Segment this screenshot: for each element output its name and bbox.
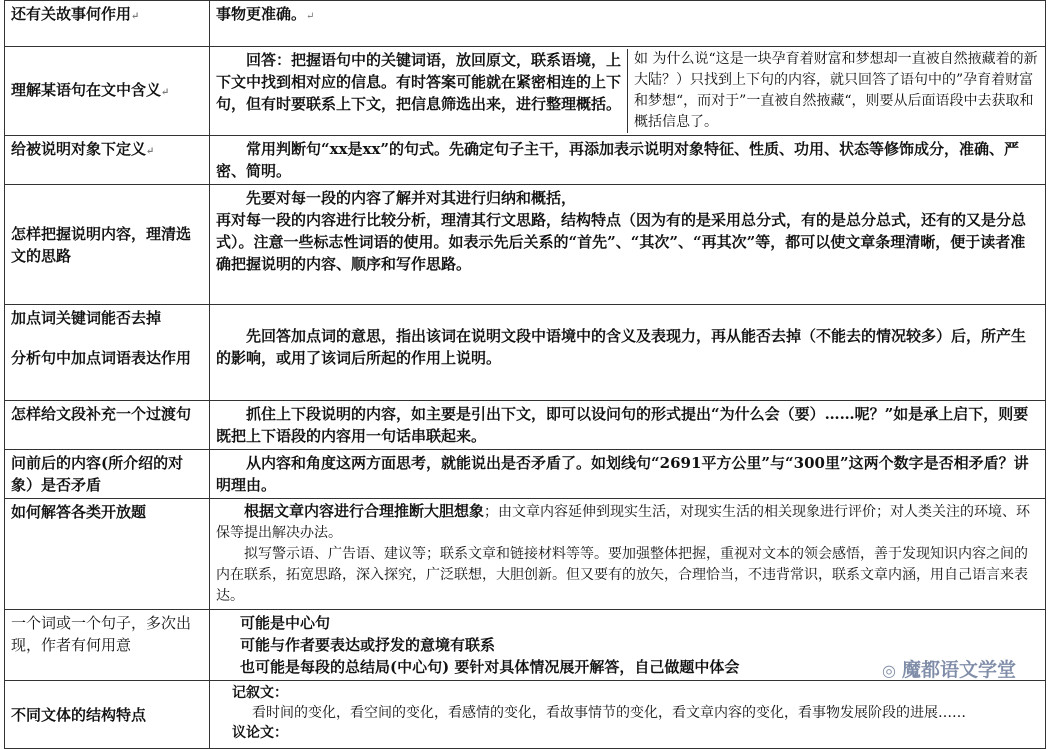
row-label: 问前后的内容(所介绍的对象）是否矛盾	[5, 450, 210, 499]
example-note: 如 为什么说“这是一块孕育着财富和梦想却一直被自然掖藏着的新大陆？）只找到上下句的内容，就只回答了语句中的”孕育着财富和梦想“，而对于”一直被自然掖藏“，则要从后面语段中去获取和概括信息了。	[627, 49, 1039, 133]
row-content	[210, 47, 1046, 136]
row-content: 先要对每一段的内容了解并对其进行归纳和概括， 再对每一段的内容进行比较分析，理清其行文思路，结构特点（因为有的是采用总分式，有的是总分总式，还有的又是分总式）。注意一些标志性词语的使用。如表示先后关系的“首先”、“其次”、“再其次”等，都可以使文章条理清晰，便于读者准确把握说明的内容、顺序和写作思路。	[210, 185, 1046, 305]
table-row	[5, 1, 1046, 47]
row-content: 记叙文： 看时间的变化，看空间的变化，看感情的变化，看故事情节的变化，看文章内容的变化，看事物发展阶段的进展…… 议论文：	[210, 681, 1046, 749]
table-row	[5, 136, 1046, 185]
row-content: 常用判断句“xx是xx”的句式。先确定句子主干，再添加表示说明对象特征、性质、功用、状态等修饰成分，准确、严密、简明。	[210, 136, 1046, 185]
table-row	[5, 401, 1046, 450]
answer-method-table	[4, 0, 1046, 749]
table-row	[5, 185, 1046, 305]
row-label: 怎样给文段补充一个过渡句	[5, 401, 210, 450]
row-label: 一个词或一个句子，多次出现，作者有何用意	[5, 610, 210, 681]
row-label: 还有关故事何作用↵	[5, 1, 210, 47]
watermark	[882, 655, 1016, 682]
row-content: 根据文章内容进行合理推断大胆想象；由文章内容延伸到现实生活，对现实生活的相关现象进行评价；对人类关注的环境、环保等提出解决办法。 拟写警示语、广告语、建议等；联系文章和链接材料等等。要加强整体把握，重视对文本的领会感悟，善于发现知识内容之间的内在联系，拓宽思路，深入探究，广泛联想，大胆创新。但又要有的放矢，合理恰当，不违背常识，联系文章内涵，用自己语言来表达。	[210, 499, 1046, 610]
row-label: 理解某语句在文中含义↵	[5, 47, 210, 136]
table-row	[5, 305, 1046, 401]
wechat-icon: ◎	[882, 661, 896, 680]
table-row	[5, 450, 1046, 499]
row-content: 先回答加点词的意思，指出该词在说明文段中语境中的含义及表现力，再从能否去掉（不能去的情况较多）后，所产生的影响，或用了该词后所起的作用上说明。	[210, 305, 1046, 401]
table-row	[5, 47, 1046, 136]
row-label: 给被说明对象下定义↵	[5, 136, 210, 185]
table-row	[5, 499, 1046, 610]
row-content: 事物更准确。↵	[210, 1, 1046, 47]
row-label: 怎样把握说明内容，理清选文的思路	[5, 185, 210, 305]
row-label: 如何解答各类开放题	[5, 499, 210, 610]
row-label: 不同文体的结构特点	[5, 681, 210, 749]
table-row	[5, 681, 1046, 749]
row-label: 加点词关键词能否去掉 分析句中加点词语表达作用	[5, 305, 210, 401]
watermark-text: 魔都语文学堂	[901, 659, 1016, 681]
row-content: 抓住上下段说明的内容，如主要是引出下文，即可以设问句的形式提出“为什么会（要）……呢？”如是承上启下，则要既把上下语段的内容用一句话串联起来。	[210, 401, 1046, 450]
row-content: 从内容和角度这两方面思考，就能说出是否矛盾了。如划线句“2691平方公里”与“300里”这两个数字是否相矛盾？讲明理由。	[210, 450, 1046, 499]
answer-text: 回答：把握语句中的关键词语，放回原文，联系语境，上下文中找到相对应的信息。有时答案可能就在紧密相连的上下句，但有时要联系上下文，把信息筛选出来，进行整理概括。	[216, 51, 622, 113]
row-content: 可能是中心句 可能与作者要表达或抒发的意境有联系 也可能是每段的总结局(中心句) 要针对具体情况展开解答，自己做题中体会	[210, 610, 1046, 681]
